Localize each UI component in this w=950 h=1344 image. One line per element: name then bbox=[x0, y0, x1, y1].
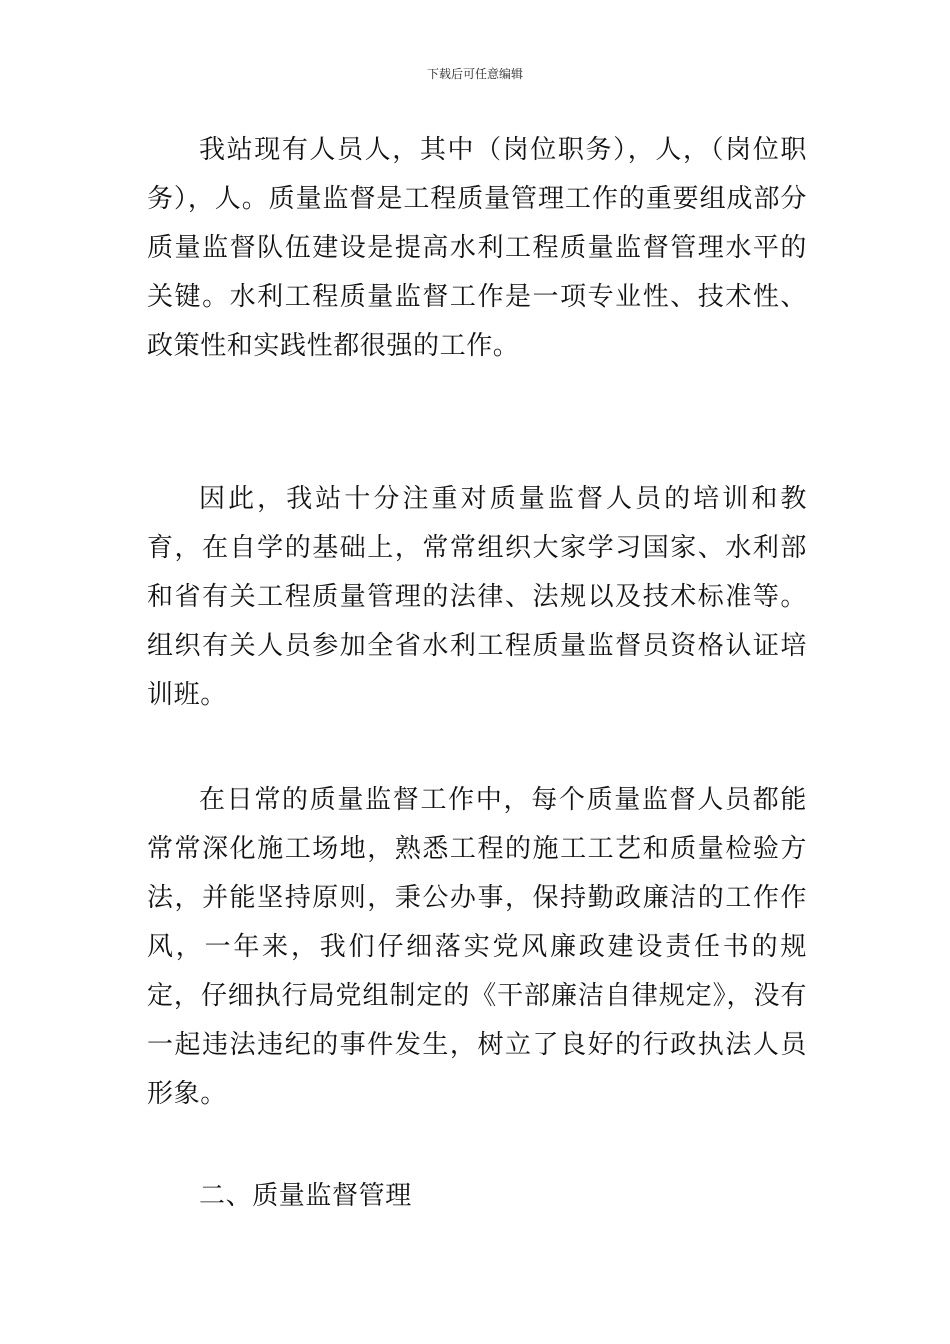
page-header-note: 下载后可任意编辑 bbox=[426, 67, 523, 81]
paragraph-daily-supervision: 在日常的质量监督工作中，每个质量监督人员都能常常深化施工场地，熟悉工程的施工工艺和质量检验方法，并能坚持原则，秉公办事，保持勤政廉洁的工作作风，一年来，我们仔细落实党风廉政建设责任书的规定，仔细执行局党组制定的《干部廉洁自律规定》，没有一起违法违纪的事件发生，树立了良好的行政执法人员形象。 bbox=[147, 785, 807, 1109]
paragraph-training: 因此，我站十分注重对质量监督人员的培训和教育，在自学的基础上，常常组织大家学习国家、水利部和省有关工程质量管理的法律、法规以及技术标准等。组织有关人员参加全省水利工程质量监督员资格认证培训班。 bbox=[147, 484, 807, 710]
paragraph-staffing: 我站现有人员人，其中（岗位职务），人，（岗位职务），人。质量监督是工程质量管理工作的重要组成部分质量监督队伍建设是提高水利工程质量监督管理水平的关键。水利工程质量监督工作是一项专业性、技术性、政策性和实践性都很强的工作。 bbox=[147, 135, 807, 361]
section-heading: 二、质量监督管理 bbox=[199, 1181, 412, 1211]
